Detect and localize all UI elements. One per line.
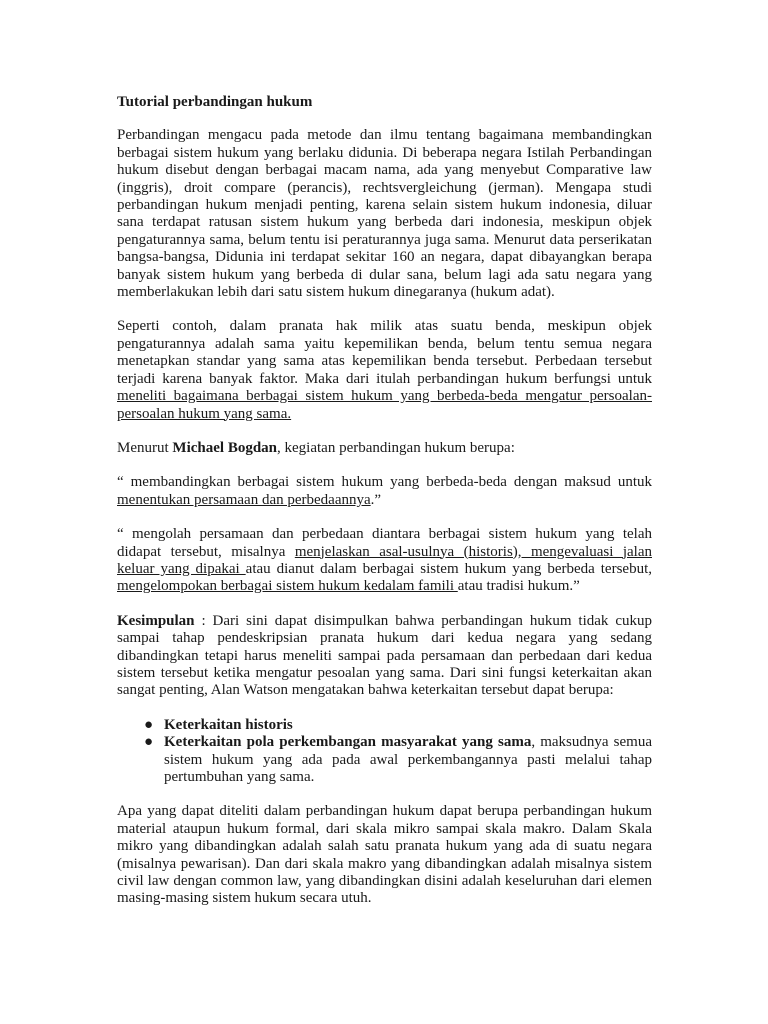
bogdan-after-text: , kegiatan perbandingan hukum berupa: — [277, 439, 515, 456]
quote-second-underlined-1: menjelaskan asal-usulnya (historis), mengevaluasi jalan keluar yang dipakai — [117, 543, 652, 577]
list-item-bold: Keterkaitan historis — [164, 716, 293, 733]
paragraph-example-text: Seperti contoh, dalam pranata hak milik atas suatu benda, meskipun objek pengaturannya adalah sama yaitu kepemilikan benda, belum tentu semua negara menetapkan standar yang sama atas kepemilikan benda tersebut. Perbedaan tersebut terjadi karena banyak faktor. Maka dari itulah perbandingan hukum berfungsi untuk — [117, 318, 652, 387]
quote-first-underlined: menentukan persamaan dan perbedaannya — [117, 491, 371, 508]
quote-second — [117, 526, 652, 596]
list-item — [117, 734, 652, 786]
quote-second-text-2: atau dianut dalam berbagai sistem hukum yang berbeda tersebut, — [245, 560, 652, 577]
paragraph-example — [117, 318, 652, 422]
quote-first — [117, 474, 652, 509]
conclusion-label: Kesimpulan — [117, 612, 195, 629]
quote-second-underlined-2: mengelompokan berbagai sistem hukum kedalam famili — [117, 578, 458, 595]
paragraph-intro: Perbandingan mengacu pada metode dan ilmu tentang bagaimana membandingkan berbagai sistem hukum yang berlaku didunia. Di beberapa negara Istilah Perbandingan hukum disebut dengan berbagai macam nama, ada yang menyebut Comparative law (inggris), droit compare (perancis), rechtsvergleichung (jerman). Mengapa studi perbandingan hukum menjadi penting, karena selain sistem hukum indonesia, diluar sana terdapat ratusan sistem hukum yang berbeda dari indonesia, meskipun objek pengaturannya sama, belum tentu isi peraturannya juga sama. Menurut data perserikatan bangsa-bangsa, Didunia ini terdapat sekitar 160 an negara, dapat dibayangkan berapa banyak sistem hukum yang berbeda di dular sana, belum lagi ada satu negara yang memberlakukan lebih dari satu sistem hukum dinegaranya (hukum adat). — [117, 127, 652, 301]
paragraph-scope: Apa yang dapat diteliti dalam perbandingan hukum dapat berupa perbandingan hukum material ataupun hukum formal, dari skala mikro sampai skala makro. Dalam Skala mikro yang dibandingkan adalah salah satu pranata hukum yang ada di suatu negara (misalnya pewarisan). Dan dari skala makro yang dibandingkan adalah misalnya sistem civil law dengan common law, yang dibandingkan disini adalah keseluruhan dari elemen masing-masing sistem hukum secara utuh. — [117, 803, 652, 907]
author-name: Michael Bogdan — [172, 439, 278, 456]
bullet-dot-icon: ● — [144, 734, 154, 751]
quote-second-text-3: atau tradisi hukum.” — [457, 578, 580, 595]
list-item-text: , maksudnya semua sistem hukum yang ada pada awal perkembangannya pasti melalui tahap pertumbuhan yang sama. — [164, 734, 652, 785]
bullet-list — [117, 717, 652, 787]
bogdan-intro-text: Menurut — [117, 439, 173, 456]
paragraph-conclusion — [117, 613, 652, 700]
paragraph-bogdan — [117, 440, 652, 457]
underlined-function-text: meneliti bagaimana berbagai sistem hukum yang berbeda-beda mengatur persoalan-persoalan hukum yang sama. — [117, 388, 652, 422]
list-item-bold: Keterkaitan pola perkembangan masyarakat yang sama — [164, 734, 532, 751]
quote-first-text: “ membandingkan berbagai sistem hukum yang berbeda-beda dengan maksud untuk — [117, 474, 652, 491]
bullet-dot-icon: ● — [144, 716, 154, 733]
quote-first-end: .” — [370, 491, 382, 508]
conclusion-text: : Dari sini dapat disimpulkan bahwa perbandingan hukum tidak cukup sampai tahap pendeskripsian pranata hukum dari kedua negara yang sedang dibandingkan tetapi harus meneliti sampai pada persamaan dan perbedaan dari kedua sistem tersebut ketika mengatur pesoalan yang sama. Dari sini fungsi keterkaitan akan sangat penting, Alan Watson mengatakan bahwa keterkaitan tersebut dapat berupa: — [117, 612, 652, 699]
document-title: Tutorial perbandingan hukum — [117, 94, 313, 110]
list-item — [117, 717, 652, 734]
quote-second-text-1: “ mengolah persamaan dan perbedaan diantara berbagai sistem hukum yang telah didapat tersebut, misalnya — [117, 526, 652, 560]
